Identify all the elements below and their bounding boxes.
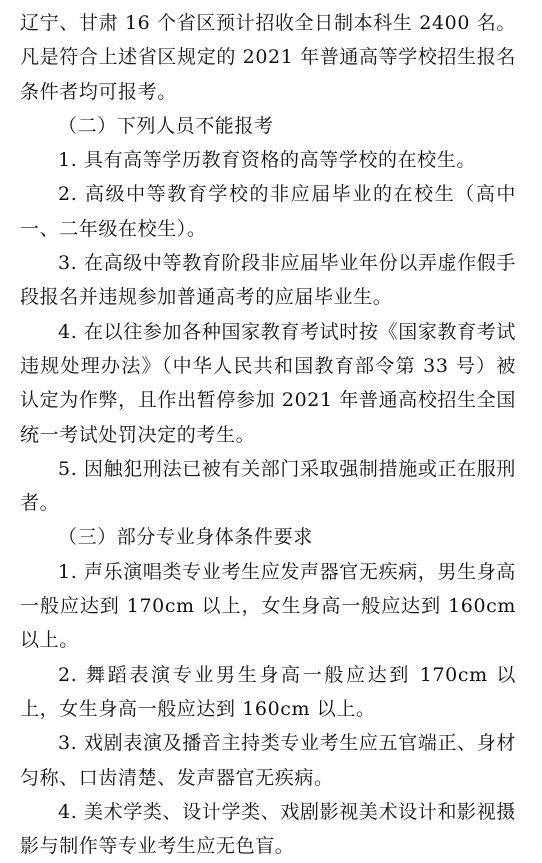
section-heading-ineligible: （二）下列人员不能报考 [58, 114, 274, 137]
physical-requirement-2: 2. 舞蹈表演专业男生身高一般应达到 170cm 以上，女生身高一般应达到 160cm 以上。 [20, 663, 516, 720]
section-heading-physical-requirements: （三）部分专业身体条件要求 [58, 526, 313, 549]
ineligible-item-2: 2. 高级中等教育学校的非应届毕业的在校生（高中一、二年级在校生）。 [20, 183, 516, 240]
ineligible-item-1: 1. 具有高等学历教育资格的高等学校的在校生。 [58, 149, 476, 172]
ineligible-item-3: 3. 在高级中等教育阶段非应届毕业年份以弄虚作假手段报名并违规参加普通高考的应届毕业生。 [20, 252, 516, 309]
physical-requirement-4: 4. 美术学类、设计学类、戏剧影视美术设计和影视摄影与制作等专业考生应无色盲。 [20, 800, 516, 858]
physical-requirement-1: 1. 声乐演唱类专业考生应发声器官无疾病，男生身高一般应达到 170cm 以上，女生身高一般应达到 160cm 以上。 [20, 560, 516, 652]
physical-requirement-3: 3. 戏剧表演及播音主持类专业考生应五官端正、身材匀称、口齿清楚、发声器官无疾病。 [20, 732, 516, 789]
ineligible-item-5: 5. 因触犯刑法已被有关部门采取强制措施或正在服刑者。 [20, 457, 516, 515]
ineligible-item-4: 4. 在以往参加各种国家教育考试时按《国家教育考试违规处理办法》（中华人民共和国教育部令第 33 号）被认定为作弊，且作出暂停参加 2021 年普通高校招生全国统一考试处罚决定的考生。 [20, 320, 516, 446]
intro-paragraph: 辽宁、甘肃 16 个省区预计招收全日制本科生 2400 名。凡是符合上述省区规定的 2021 年普通高等学校招生报名条件者均可报考。 [20, 12, 516, 103]
